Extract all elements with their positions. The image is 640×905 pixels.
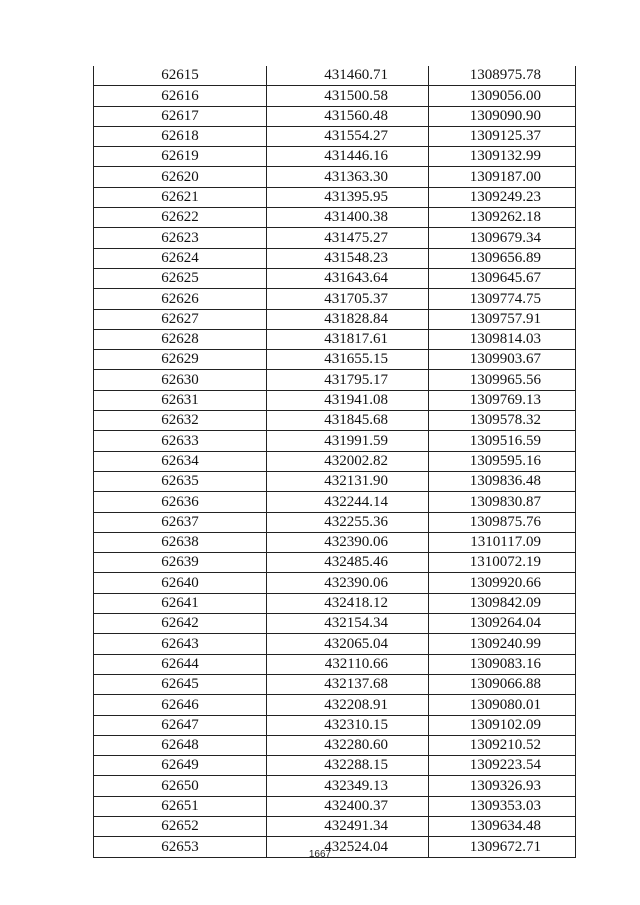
point-id-cell: 62629 — [94, 350, 267, 370]
point-id-cell: 62636 — [94, 492, 267, 512]
point-id-cell: 62624 — [94, 248, 267, 268]
y-coordinate-cell: 1309326.93 — [429, 776, 576, 796]
x-coordinate-cell: 431363.30 — [267, 167, 429, 187]
table-row — [94, 248, 576, 268]
y-coordinate-cell: 1310072.19 — [429, 553, 576, 573]
table-row — [94, 370, 576, 390]
y-coordinate-cell: 1309578.32 — [429, 411, 576, 431]
page-number: 1667 — [308, 849, 332, 860]
x-coordinate-cell: 432208.91 — [267, 695, 429, 715]
y-coordinate-cell: 1309083.16 — [429, 654, 576, 674]
y-coordinate-cell: 1309262.18 — [429, 208, 576, 228]
point-id-cell: 62623 — [94, 228, 267, 248]
x-coordinate-cell: 431560.48 — [267, 106, 429, 126]
x-coordinate-cell: 431655.15 — [267, 350, 429, 370]
table-row — [94, 187, 576, 207]
point-id-cell: 62648 — [94, 735, 267, 755]
point-id-cell: 62649 — [94, 756, 267, 776]
table-row — [94, 289, 576, 309]
x-coordinate-cell: 431845.68 — [267, 411, 429, 431]
table-row — [94, 309, 576, 329]
y-coordinate-cell: 1309875.76 — [429, 512, 576, 532]
table-row — [94, 756, 576, 776]
table-row — [94, 66, 576, 86]
point-id-cell: 62635 — [94, 471, 267, 491]
y-coordinate-cell: 1309920.66 — [429, 573, 576, 593]
table-row — [94, 492, 576, 512]
x-coordinate-cell: 432418.12 — [267, 593, 429, 613]
point-id-cell: 62619 — [94, 147, 267, 167]
y-coordinate-cell: 1309679.34 — [429, 228, 576, 248]
y-coordinate-cell: 1309132.99 — [429, 147, 576, 167]
point-id-cell: 62652 — [94, 816, 267, 836]
y-coordinate-cell: 1309240.99 — [429, 634, 576, 654]
table-row — [94, 532, 576, 552]
table-row — [94, 228, 576, 248]
x-coordinate-cell: 432110.66 — [267, 654, 429, 674]
table-row — [94, 573, 576, 593]
table-row — [94, 816, 576, 836]
x-coordinate-cell: 431446.16 — [267, 147, 429, 167]
table-row — [94, 593, 576, 613]
point-id-cell: 62647 — [94, 715, 267, 735]
y-coordinate-cell: 1309264.04 — [429, 614, 576, 634]
table-row — [94, 695, 576, 715]
y-coordinate-cell: 1309056.00 — [429, 86, 576, 106]
x-coordinate-cell: 432288.15 — [267, 756, 429, 776]
y-coordinate-cell: 1309903.67 — [429, 350, 576, 370]
table-row — [94, 350, 576, 370]
y-coordinate-cell: 1309249.23 — [429, 187, 576, 207]
point-id-cell: 62644 — [94, 654, 267, 674]
table-row — [94, 390, 576, 410]
x-coordinate-cell: 431554.27 — [267, 126, 429, 146]
point-id-cell: 62638 — [94, 532, 267, 552]
y-coordinate-cell: 1309066.88 — [429, 674, 576, 694]
table-row — [94, 86, 576, 106]
y-coordinate-cell: 1310117.09 — [429, 532, 576, 552]
table-row — [94, 167, 576, 187]
point-id-cell: 62625 — [94, 268, 267, 288]
y-coordinate-cell: 1309080.01 — [429, 695, 576, 715]
point-id-cell: 62642 — [94, 614, 267, 634]
point-id-cell: 62615 — [94, 66, 267, 86]
table-row — [94, 735, 576, 755]
y-coordinate-cell: 1309769.13 — [429, 390, 576, 410]
x-coordinate-cell: 432524.04 — [267, 837, 429, 857]
x-coordinate-cell: 432154.34 — [267, 614, 429, 634]
x-coordinate-cell: 432280.60 — [267, 735, 429, 755]
point-id-cell: 62653 — [94, 837, 267, 857]
x-coordinate-cell: 431705.37 — [267, 289, 429, 309]
y-coordinate-cell: 1309672.71 — [429, 837, 576, 857]
x-coordinate-cell: 431817.61 — [267, 329, 429, 349]
point-id-cell: 62643 — [94, 634, 267, 654]
x-coordinate-cell: 432390.06 — [267, 573, 429, 593]
x-coordinate-cell: 432137.68 — [267, 674, 429, 694]
point-id-cell: 62632 — [94, 411, 267, 431]
point-id-cell: 62639 — [94, 553, 267, 573]
point-id-cell: 62627 — [94, 309, 267, 329]
x-coordinate-cell: 432485.46 — [267, 553, 429, 573]
y-coordinate-cell: 1309757.91 — [429, 309, 576, 329]
x-coordinate-cell: 432255.36 — [267, 512, 429, 532]
x-coordinate-cell: 431643.64 — [267, 268, 429, 288]
point-id-cell: 62622 — [94, 208, 267, 228]
x-coordinate-cell: 432244.14 — [267, 492, 429, 512]
point-id-cell: 62618 — [94, 126, 267, 146]
point-id-cell: 62626 — [94, 289, 267, 309]
y-coordinate-cell: 1309965.56 — [429, 370, 576, 390]
x-coordinate-cell: 432390.06 — [267, 532, 429, 552]
y-coordinate-cell: 1309814.03 — [429, 329, 576, 349]
table-row — [94, 614, 576, 634]
point-id-cell: 62633 — [94, 431, 267, 451]
point-id-cell: 62628 — [94, 329, 267, 349]
y-coordinate-cell: 1309836.48 — [429, 471, 576, 491]
y-coordinate-cell: 1309595.16 — [429, 451, 576, 471]
point-id-cell: 62651 — [94, 796, 267, 816]
x-coordinate-cell: 431400.38 — [267, 208, 429, 228]
table-row — [94, 431, 576, 451]
y-coordinate-cell: 1309842.09 — [429, 593, 576, 613]
x-coordinate-cell: 431475.27 — [267, 228, 429, 248]
table-row — [94, 654, 576, 674]
point-id-cell: 62617 — [94, 106, 267, 126]
table-row — [94, 715, 576, 735]
x-coordinate-cell: 431500.58 — [267, 86, 429, 106]
x-coordinate-cell: 431991.59 — [267, 431, 429, 451]
point-id-cell: 62631 — [94, 390, 267, 410]
x-coordinate-cell: 432400.37 — [267, 796, 429, 816]
coordinate-table — [93, 66, 576, 858]
x-coordinate-cell: 432349.13 — [267, 776, 429, 796]
x-coordinate-cell: 431795.17 — [267, 370, 429, 390]
x-coordinate-cell: 432002.82 — [267, 451, 429, 471]
y-coordinate-cell: 1309210.52 — [429, 735, 576, 755]
x-coordinate-cell: 431941.08 — [267, 390, 429, 410]
table-row — [94, 674, 576, 694]
x-coordinate-cell: 432310.15 — [267, 715, 429, 735]
table-row — [94, 796, 576, 816]
table-row — [94, 451, 576, 471]
table-row — [94, 553, 576, 573]
x-coordinate-cell: 432065.04 — [267, 634, 429, 654]
x-coordinate-cell: 431395.95 — [267, 187, 429, 207]
point-id-cell: 62650 — [94, 776, 267, 796]
point-id-cell: 62616 — [94, 86, 267, 106]
point-id-cell: 62620 — [94, 167, 267, 187]
point-id-cell: 62637 — [94, 512, 267, 532]
table-row — [94, 329, 576, 349]
point-id-cell: 62640 — [94, 573, 267, 593]
y-coordinate-cell: 1309830.87 — [429, 492, 576, 512]
y-coordinate-cell: 1309102.09 — [429, 715, 576, 735]
y-coordinate-cell: 1309187.00 — [429, 167, 576, 187]
x-coordinate-cell: 431828.84 — [267, 309, 429, 329]
y-coordinate-cell: 1309656.89 — [429, 248, 576, 268]
y-coordinate-cell: 1309090.90 — [429, 106, 576, 126]
table-row — [94, 106, 576, 126]
y-coordinate-cell: 1309774.75 — [429, 289, 576, 309]
y-coordinate-cell: 1308975.78 — [429, 66, 576, 86]
table-row — [94, 776, 576, 796]
point-id-cell: 62621 — [94, 187, 267, 207]
x-coordinate-cell: 432491.34 — [267, 816, 429, 836]
x-coordinate-cell: 432131.90 — [267, 471, 429, 491]
table-row — [94, 126, 576, 146]
table-row — [94, 512, 576, 532]
y-coordinate-cell: 1309634.48 — [429, 816, 576, 836]
table-row — [94, 268, 576, 288]
table-row — [94, 147, 576, 167]
y-coordinate-cell: 1309516.59 — [429, 431, 576, 451]
table-row — [94, 471, 576, 491]
point-id-cell: 62645 — [94, 674, 267, 694]
table-row — [94, 411, 576, 431]
point-id-cell: 62630 — [94, 370, 267, 390]
y-coordinate-cell: 1309353.03 — [429, 796, 576, 816]
table-row — [94, 634, 576, 654]
y-coordinate-cell: 1309223.54 — [429, 756, 576, 776]
point-id-cell: 62646 — [94, 695, 267, 715]
x-coordinate-cell: 431460.71 — [267, 66, 429, 86]
coordinate-table-body — [94, 66, 576, 857]
table-row — [94, 208, 576, 228]
y-coordinate-cell: 1309125.37 — [429, 126, 576, 146]
point-id-cell: 62634 — [94, 451, 267, 471]
y-coordinate-cell: 1309645.67 — [429, 268, 576, 288]
x-coordinate-cell: 431548.23 — [267, 248, 429, 268]
point-id-cell: 62641 — [94, 593, 267, 613]
